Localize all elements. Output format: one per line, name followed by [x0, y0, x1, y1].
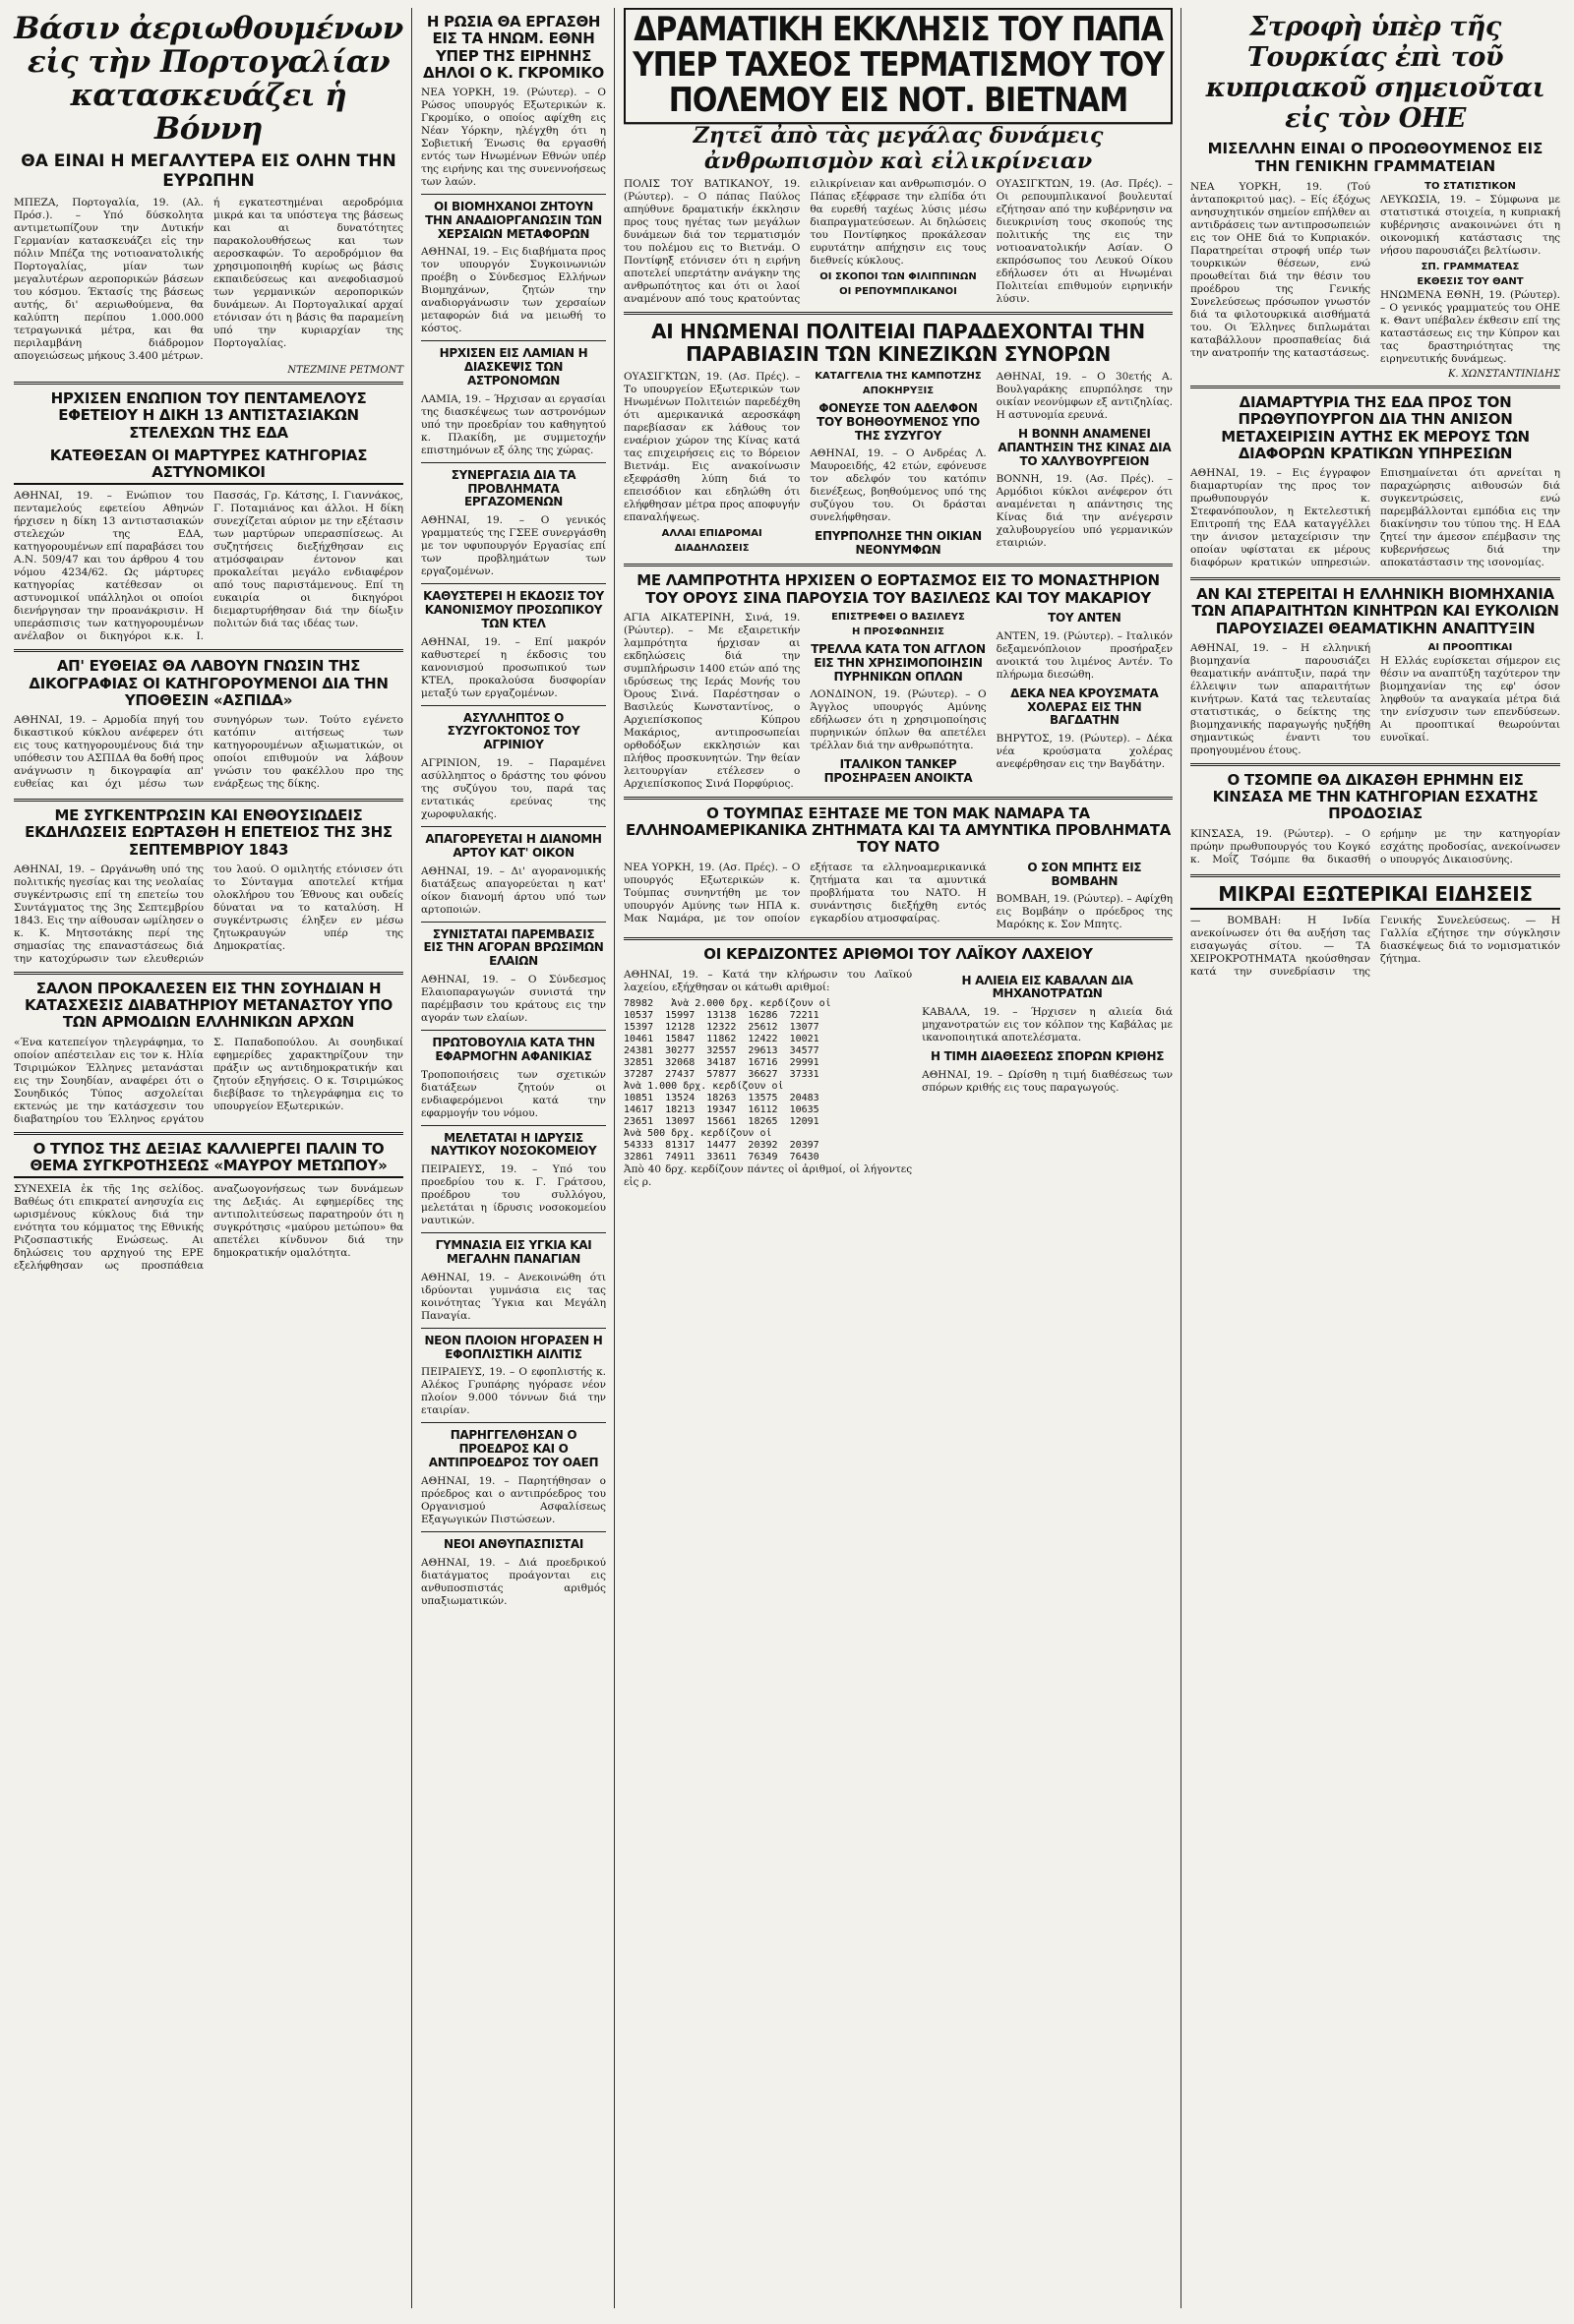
paragraph: ΑΘΗΝΑΙ, 19. – Ωρίσθη η τιμή διαθέσεως των σπόρων κριθής εις τους παραγωγούς.: [922, 1068, 1173, 1094]
paragraph: ΑΓΙΑ ΑΙΚΑΤΕΡΙΝΗ, Σινά, 19. (Ρώυτερ). – Με εξαιρετικήν λαμπρότητα ήρχισαν αι εκδηλώσεις διά την συμπλήρωσιν 1400 ετών από της ιδρύσεως της Ιεράς Μονής του Όρους Σινά. Παρέστησαν ο Βασιλεύς Κωνσταντίνος, ο Αρχιεπίσκοπος Κύπρου Μακάριος, αντιπροσωπείαι ορθοδόξων εκκλησιών και πλήθος προσκυνητών. Την θείαν λειτουργίαν ετέλεσεν ο Αρχιεπίσκοπος Σινά Πορφύριος.: [624, 611, 801, 790]
headline: Ο ΤΣΟΜΠΕ ΘΑ ΔΙΚΑΣΘΗ ΕΡΗΜΗΝ ΕΙΣ ΚΙΝΣΑΣΑ ΜΕ ΤΗΝ ΚΑΤΗΓΟΡΙΑΝ ΕΣΧΑΤΗΣ ΠΡΟΔΟΣΙΑΣ: [1212, 770, 1539, 823]
divider: [624, 797, 1173, 800]
divider: [421, 1328, 606, 1329]
lead-headline-portugal: Βάσιν ἀεριωθουμένων εἰς τὴν Πορτογαλίαν κατασκευάζει ἡ Βόννη: [14, 11, 403, 147]
paragraph: «Ένα κατεπείγον τηλεγράφημα, το οποίον απέστειλαν εις τον κ. Ηλία Τσιριμώκον Έλληνες μετανάσται εις την Σουηδίαν, αναφέρει ότι ο Σουηδικός Τύπος ασχολείται εκτενώς με την κατάσχεσιν του διαβατηρίου του Έλληνος εργάτου Σ. Παπαδοπούλου. Αι σουηδικαί εφημερίδες χαρακτηρίζουν την πράξιν ως αντιδημοκρατικήν και ζητούν εξηγήσεις. Ο κ. Τσιριμώκος διεβίβασε το τηλεγράφημα εις το υπουργείον Εξωτερικών.: [14, 1036, 403, 1125]
paragraph: ΚΙΝΣΑΣΑ, 19. (Ρώυτερ). – Ο πρώην πρωθυπουργός του Κογκό κ. Μοΐζ Τσόμπε θα δικασθή ερήμην με την κατηγορίαν εσχάτης προδοσίας, ανεκοίνωσεν ο υπουργός Δικαιοσύνης.: [1190, 827, 1560, 865]
column-3: [618, 8, 1179, 2308]
headline: ΜΙΚΡΑΙ ΕΞΩΤΕΡΙΚΑΙ ΕΙΔΗΣΕΙΣ: [1190, 883, 1560, 910]
headline: ΔΙΑΜΑΡΤΥΡΙΑ ΤΗΣ ΕΔΑ ΠΡΟΣ ΤΟΝ ΠΡΩΘΥΠΟΥΡΓΟΝ ΔΙΑ ΤΗΝ ΑΝΙΣΟΝ ΜΕΤΑΧΕΙΡΙΣΙΝ ΑΥΤΗΣ ΕΚ ΜΕΡΟΥΣ ΤΩΝ ΔΙΑΦΟΡΩΝ ΚΡΑΤΙΚΩΝ ΥΠΗΡΕΣΙΩΝ: [1221, 393, 1530, 462]
paragraph: ΗΝΩΜΕΝΑ ΕΘΝΗ, 19. (Ρώυτερ). – Ο γενικός γραμματεύς του ΟΗΕ κ. Θαντ υπέβαλεν έκθεσιν επί της καταστάσεως εις την Κύπρον και τας δραστηριότητας της ειρηνευτικής δυνάμεως.: [1380, 289, 1560, 365]
article-body: [624, 371, 1173, 558]
paragraph: ΑΘΗΝΑΙ, 19. – Διά προεδρικού διατάγματος προάγονται εις ανθυποσπιστάς αριθμός υπαξιωματικών.: [421, 1556, 606, 1607]
lottery-row: 10461 15847 11862 12422 10021: [624, 1033, 819, 1044]
paragraph: ΑΘΗΝΑΙ, 19. – Ο 30ετής Α. Βουλγαράκης επυρπόλησε την οικίαν νεονύμφων εξ αντιζηλίας. Η αστυνομία ερευνά.: [996, 371, 1173, 421]
kicker: Ζητεῖ ἀπὸ τὰς μεγάλας δυνάμεις ἀνθρωπισμὸν καὶ εἰλικρίνειαν: [693, 123, 1104, 174]
divider: [1190, 577, 1560, 580]
byline: ΝΤΕΖΜΙΝΕ ΡΕΤΜΟΝΤ: [287, 365, 403, 376]
paragraph: ΑΘΗΝΑΙ, 19. – Επί μακρόν καθυστερεί η έκδοσις του κανονισμού προσωπικού των ΚΤΕΛ, προκαλούσα δυσφορίαν μεταξύ των εργαζομένων.: [421, 635, 606, 699]
subhead: ΚΑΤΑΓΓΕΛΙΑ ΤΗΣ ΚΑΜΠΟΤΖΗΣ: [815, 371, 982, 382]
lead-headline-cyprus: Στροφὴ ὑπὲρ τῆς Τουρκίας ἐπὶ τοῦ κυπριακοῦ σημειοῦται εἰς τὸν ΟΗΕ: [1205, 12, 1545, 134]
divider: [421, 340, 606, 341]
article-body: [14, 197, 403, 363]
headline: ΑΣΥΛΛΗΠΤΟΣ Ο ΣΥΖΥΓΟΚΤΟΝΟΣ ΤΟΥ ΑΓΡΙΝΙΟΥ: [447, 710, 580, 752]
divider: [421, 462, 606, 463]
column-rule: [411, 8, 412, 2308]
headline: ΔΕΚΑ ΝΕΑ ΚΡΟΥΣΜΑΤΑ ΧΟΛΕΡΑΣ ΕΙΣ ΤΗΝ ΒΑΓΔΑΤΗΝ: [1010, 685, 1159, 728]
headline: ΚΑΤΕΘΕΣΑΝ ΟΙ ΜΑΡΤΥΡΕΣ ΚΑΤΗΓΟΡΙΑΣ ΑΣΤΥΝΟΜΙΚΟΙ: [14, 447, 403, 486]
paragraph: Ἀπὸ 40 δρχ. κερδίζουν πάντες οἱ ἀριθμοί, οἱ λήγοντες εἰς ρ.: [624, 1162, 913, 1188]
headline: Η ΑΛΙΕΙΑ ΕΙΣ ΚΑΒΑΛΑΝ ΔΙΑ ΜΗΧΑΝΟΤΡΑΤΩΝ: [961, 973, 1133, 1001]
lottery-table: [624, 998, 912, 1163]
article-body: [1190, 642, 1560, 757]
headline: Ο ΤΥΠΟΣ ΤΗΣ ΔΕΞΙΑΣ ΚΑΛΛΙΕΡΓΕΙ ΠΑΛΙΝ ΤΟ ΘΕΜΑ ΣΥΓΚΡΟΤΗΣΕΩΣ «ΜΑΥΡΟΥ ΜΕΤΩΠΟΥ»: [14, 1141, 403, 1179]
divider: [1190, 763, 1560, 766]
headline: ΤΡΕΛΛΑ ΚΑΤΑ ΤΟΝ ΑΓΓΛΟΝ ΕΙΣ ΤΗΝ ΧΡΗΣΙΜΟΠΟΙΗΣΙΝ ΠΥΡΗΝΙΚΩΝ ΟΠΛΩΝ: [811, 641, 986, 684]
paragraph: ΣΥΝΕΧΕΙΑ ἐκ τῆς 1ης σελίδος. Βαθέως ότι επικρατεί ανησυχία εις ωρισμένους κύκλους διά την ενότητα του κόμματος της Εθνικής Ριζοσπαστικής Ενώσεως. Αι δηλώσεις του αρχηγού της ΕΡΕ εξελήφθησαν ως προσπάθεια αναζωογονήσεως των δυνάμεων της Δεξιάς. Αι εφημερίδες της αντιπολιτεύσεως παρατηρούν ότι η συγκρότησις «μαύρου μετώπου» θα απετέλει κίνδυνον διά την δημοκρατικήν ομαλότητα.: [14, 1183, 403, 1272]
paragraph: ΑΓΡΙΝΙΟΝ, 19. – Παραμένει ασύλληπτος ο δράστης του φόνου της συζύγου του, παρά τας εντατικάς ερεύνας της χωροφυλακής.: [421, 756, 606, 820]
subhead: ΕΠΙΣΤΡΕΦΕΙ Ο ΒΑΣΙΛΕΥΣ: [831, 611, 965, 623]
lottery-row: 10851 13524 18263 13575 20483: [624, 1092, 819, 1103]
subhead: ΤΟ ΣΤΑΤΙΣΤΙΚΟΝ: [1424, 181, 1516, 192]
paragraph: ΛΟΝΔΙΝΟΝ, 19. (Ρώυτερ). – Ο Άγγλος υπουργός Αμύνης εδήλωσεν ότι η χρησιμοποίησις πυρηνικών όπλων θα απετέλει τρέλλαν διά την ανθρωπότητα.: [810, 688, 987, 752]
headline: ΚΑΘΥΣΤΕΡΕΙ Η ΕΚΔΟΣΙΣ ΤΟΥ ΚΑΝΟΝΙΣΜΟΥ ΠΡΟΣΩΠΙΚΟΥ ΤΩΝ ΚΤΕΛ: [423, 589, 604, 630]
lottery-row: 14617 18213 19347 16112 10635: [624, 1103, 819, 1115]
divider: [14, 1132, 403, 1135]
paragraph: ΑΘΗΝΑΙ, 19. – Παρητήθησαν ο πρόεδρος και ο αντιπρόεδρος του Οργανισμού Ασφαλίσεως Εξαγωγικών Πιστώσεων.: [421, 1474, 606, 1525]
headline: ΣΥΝΕΡΓΑΣΙΑ ΔΙΑ ΤΑ ΠΡΟΒΛΗΜΑΤΑ ΕΡΓΑΖΟΜΕΝΩΝ: [451, 467, 576, 509]
divider: [421, 826, 606, 827]
lottery-row: 15397 12128 12322 25612 13077: [624, 1021, 819, 1033]
paragraph: ΑΘΗΝΑΙ, 19. – Ενώπιον του πενταμελούς εφετείου Αθηνών ήρχισεν η δίκη 13 αντιστασιακών στελεχών της ΕΔΑ, κατηγορουμένων επί παραβάσει του Α.Ν. 509/47 και του άρθρου 4 του νόμου 4234/62. Ως μάρτυρες κατηγορίας κατέθεσαν οι αστυνομικοί υπάλληλοι οι οποίοι διενήργησαν την προανάκρισιν. Η υπεράσπισις των κατηγορουμένων ανέλαβον οι δικηγόροι κ.κ. Ι. Πασσάς, Γρ. Κάτσης, Ι. Γιαννάκος, Γ. Ποταμιάνος και άλλοι. Η δίκη συνεχίζεται αύριον με την εξέτασιν των μαρτύρων υπερασπίσεως. Αι συζητήσεις διεξήχθησαν εις ατμόσφαιραν έντονον και προκαλείται μεγάλο ενδιαφέρον από τους παριστάμενους. Επί τη ευκαιρία οι δικηγόροι διεμαρτυρήθησαν διά την δίωξιν πολιτών διά τας ιδέας των.: [14, 490, 403, 643]
paragraph: ΟΥΑΣΙΓΚΤΩΝ, 19. (Ασ. Πρές). – Το υπουργείον Εξωτερικών των Ηνωμένων Πολιτειών παρεδέχθη ότι αμερικανικά αεροσκάφη παρεβίασαν εκ λάθους τον εναέριον χώρον της Κίνας κατά τας επιχειρήσεις εις το Βόρειον Βιετνάμ. Εις ανακοίνωσιν εξεφράσθη λύπη διά το επεισόδιον και εδηλώθη ότι ελήφθησαν μέτρα προς αποφυγήν επαναλήψεως.: [624, 371, 801, 523]
paragraph: ΑΝΤΕΝ, 19. (Ρώυτερ). – Ιταλικόν δεξαμενόπλοιον προσήραξεν ανοικτά του λιμένος Αντέν. Το πλήρωμα διεσώθη.: [996, 629, 1173, 681]
article-body: [624, 612, 1173, 791]
headline: ΦΟΝΕΥΣΕ ΤΟΝ ΑΔΕΛΦΟΝ ΤΟΥ ΒΟΗΘΟΥΜΕΝΟΣ ΥΠΟ ΤΗΣ ΣΥΖΥΓΟΥ: [817, 401, 980, 443]
headline: ΝΕΟΝ ΠΛΟΙΟΝ ΗΓΟΡΑΣΕΝ Η ΕΦΟΠΛΙΣΤΙΚΗ ΑΙΛΙΤΙΣ: [424, 1333, 603, 1361]
headline: Η ΤΙΜΗ ΔΙΑΘΕΣΕΩΣ ΣΠΟΡΩΝ ΚΡΙΘΗΣ: [931, 1049, 1165, 1064]
divider: [624, 564, 1173, 566]
article-body: [624, 178, 1173, 306]
divider: [1190, 874, 1560, 877]
byline: Κ. ΧΩΝΣΤΑΝΤΙΝΙΔΗΣ: [1447, 369, 1560, 380]
lottery-row: 37287 27437 57877 36627 37331: [624, 1068, 819, 1080]
divider: [624, 937, 1173, 940]
divider: [421, 1125, 606, 1126]
subhead: ΔΙΑΔΗΛΩΣΕΙΣ: [674, 543, 750, 554]
lottery-row: 32861 74911 33611 76349 76430: [624, 1151, 819, 1162]
divider: [421, 583, 606, 584]
paragraph: ή εγκατεστημέναι αεροδρόμια μικρά και τα υπόστεγα της βάσεως και αι δυνατότητες παρακολουθήσεως και των αεροσκαφών. Το αεροδρόμιον θα χρησιμοποιηθή κυρίως ως βάσις εκπαιδεύσεως και ανεφοδιασμού των γερμανικών αεροπορικών δυνάμεων. Αι Πορτογαλικαί αρχαί ετόνισαν ότι η βάσις θα παραμείνη υπό την κυριαρχίαν της Πορτογαλίας.: [213, 197, 403, 349]
paragraph: ΑΘΗΝΑΙ, 19. – Ο Ανδρέας Λ. Μαυροειδής, 42 ετών, εφόνευσε τον αδελφόν του κατόπιν διενέξεως, βοηθούμενος υπό της συζύγου του. Οι δράσται συνελήφθησαν.: [810, 447, 987, 524]
paragraph: ΒΟΜΒΑΗ, 19. (Ρώυτερ). – Αφίχθη εις Βομβάην ο πρόεδρος της Μαρόκης κ. Σον Μπητς.: [996, 893, 1173, 931]
headline: ΗΡΧΙΣΕΝ ΕΝΩΠΙΟΝ ΤΟΥ ΠΕΝΤΑΜΕΛΟΥΣ ΕΦΕΤΕΙΟΥ Η ΔΙΚΗ 13 ΑΝΤΙΣΤΑΣΙΑΚΩΝ ΣΤΕΛΕΧΩΝ ΤΗΣ ΕΔΑ: [50, 389, 367, 442]
paragraph: ΑΘΗΝΑΙ, 19. – Η ελληνική βιομηχανία παρουσιάζει θεαματικήν ανάπτυξιν, παρά την έλλειψιν των απαραιτήτων κινήτρων. Κατά τας τελευταίας στατιστικάς, ο δείκτης της βιομηχανικής παραγωγής ηυξήθη σημαντικώς έναντι του προηγουμένου έτους.: [1190, 641, 1370, 756]
headline: ΟΙ ΒΙΟΜΗΧΑΝΟΙ ΖΗΤΟΥΝ ΤΗΝ ΑΝΑΔΙΟΡΓΑΝΩΣΙΝ ΤΩΝ ΧΕΡΣΑΙΩΝ ΜΕΤΑΦΟΡΩΝ: [425, 200, 602, 241]
headline: Η ΒΟΝΝΗ ΑΝΑΜΕΝΕΙ ΑΠΑΝΤΗΣΙΝ ΤΗΣ ΚΙΝΑΣ ΔΙΑ ΤΟ ΧΑΛΥΒΟΥΡΓΕΙΟΝ: [998, 427, 1172, 468]
paragraph: ΟΥΑΣΙΓΚΤΩΝ, 19. (Ασ. Πρές). – Οι ρεπουμπλικανοί βουλευταί εζήτησαν από την κυβέρνησιν να διευκρινίση τους σκοπούς της πολιτικής της εις την νοτιοανατολικήν Ασίαν. Ο εκπρόσωπος του Λευκού Οίκου εδήλωσεν ότι αι Ηνωμέναι Πολιτείαι επιθυμούν ειρηνικήν λύσιν.: [996, 178, 1173, 305]
subhead: ΟΙ ΡΕΠΟΥΜΠΛΙΚΑΝΟΙ: [839, 286, 957, 297]
lottery-row: Ἀνὰ 500 δρχ. κερδίζουν οἱ: [624, 1127, 772, 1139]
paragraph: ΝΕΑ ΥΟΡΚΗ, 19. (Ρώυτερ). – Ο Ρώσος υπουργός Εξωτερικών κ. Γκρομίκο, ο οποίος αφίχθη εις Νέαν Υόρκην, ηλέγχθη ότι η Σοβιετική Ένωσις θα εργασθή εντός των Ηνωμένων Εθνών υπέρ της ειρήνης και της συνεννοήσεως των λαών.: [421, 87, 606, 188]
divider: [14, 649, 403, 652]
paragraph: ΑΘΗΝΑΙ, 19. – Εις έγγραφον διαμαρτυρίαν της προς τον πρωθυπουργόν κ. Στεφανόπουλον, η Εκτελεστική Επιτροπή της ΕΔΑ καταγγέλλει την άνισον μεταχείρισιν την οποίαν υφίσταται εκ μέρους διαφόρων κρατικών υπηρεσιών. Επισημαίνεται ότι αρνείται η παραχώρησις αιθουσών διά συγκεντρώσεις, ενώ παρεμβάλλονται εμπόδια εις την διακίνησιν του τύπου της. Η ΕΔΑ ζητεί την άμεσον επέμβασιν της κυβερνήσεως διά την αποκατάστασιν της ισονομίας.: [1190, 467, 1560, 568]
lottery-row: 32851 32068 34187 16716 29991: [624, 1056, 819, 1068]
divider: [421, 1232, 606, 1233]
headline: ΠΑΡΗΓΓΕΛΘΗΣΑΝ Ο ΠΡΟΕΔΡΟΣ ΚΑΙ Ο ΑΝΤΙΠΡΟΕΔΡΟΣ ΤΟΥ ΟΑΕΠ: [428, 1428, 599, 1469]
headline: ΝΕΟΙ ΑΝΘΥΠΑΣΠΙΣΤΑΙ: [443, 1536, 584, 1551]
paragraph: ΑΘΗΝΑΙ, 19. – Αρμοδία πηγή του δικαστικού κύκλου ανέφερεν ότι εις τους κατηγορουμένους διά την υπόθεσιν του ΑΣΠΙΔΑ θα δοθή προς ανάγνωσιν η δικογραφία απ' ευθείας και όχι μέσω των συνηγόρων των. Τούτο εγένετο κατόπιν αιτήσεως των κατηγορουμένων αξιωματικών, οι οποίοι επιθυμούν να λάβουν γνώσιν του φακέλλου προ της ενάρξεως της δίκης.: [14, 714, 403, 790]
paragraph: ΠΕΙΡΑΙΕΥΣ, 19. – Υπό του προεδρίου του κ. Γ. Γράτσου, προέδρου του συλλόγου, μελετάται η ίδρυσις νοσοκομείου ναυτικών.: [421, 1163, 606, 1227]
paragraph: ΝΕΑ ΥΟΡΚΗ, 19. (Τού ἀνταποκριτού μας). – Είς έξόχως ανησυχητικόν σημείον επήλθεν αι αντιδράσεις των αντιπροσωπειών εις τον ΟΗΕ διά το Κυπριακόν. Παρατηρείται στροφή υπέρ των τουρκικών θέσεων, ενώ προωθείται διά την θέσιν του προέδρου της Γενικής Συνελεύσεως πρόσωπον γνωστόν διά τα φιλοτουρκικά αισθήματά του. Οι Έλληνες διπλωμάται καταβάλλουν προσπαθείας διά την ανατροπήν της καταστάσεως.: [1190, 181, 1370, 359]
headline: ΑΠΑΓΟΡΕΥΕΤΑΙ Η ΔΙΑΝΟΜΗ ΑΡΤΟΥ ΚΑΤ' ΟΙΚΟΝ: [425, 831, 602, 860]
divider: [421, 1030, 606, 1031]
subhead: ΣΠ. ΓΡΑΜΜΑΤΕΑΣ: [1421, 262, 1520, 272]
column-2: [415, 8, 612, 2308]
headline: Ο ΤΟΥΜΠΑΣ ΕΞΗΤΑΣΕ ΜΕ ΤΟΝ ΜΑΚ ΝΑΜΑΡΑ ΤΑ ΕΛΛΗΝΟΑΜΕΡΙΚΑΝΙΚΑ ΖΗΤΗΜΑΤΑ ΚΑΙ ΤΑ ΑΜΥΝΤΙΚΑ ΠΡΟΒΛΗΜΑΤΑ ΤΟΥ ΝΑΤΟ: [625, 804, 1171, 857]
paragraph: ΑΘΗΝΑΙ, 19. – Κατά την κλήρωσιν του Λαϊκού λαχείου, εξήχθησαν οι κάτωθι αριθμοί:: [624, 968, 913, 993]
headline: ΗΡΧΙΣΕΝ ΕΙΣ ΛΑΜΙΑΝ Η ΔΙΑΣΚΕΨΙΣ ΤΩΝ ΑΣΤΡΟΝΟΜΩΝ: [439, 346, 588, 387]
paragraph: ΠΟΛΙΣ ΤΟΥ ΒΑΤΙΚΑΝΟΥ, 19. (Ρώυτερ). – Ο πάπας Παύλος απηύθυνε δραματικήν έκκλησιν προς τους ηγέτας των μεγάλων δυνάμεων διά τον τερματισμόν του πολέμου εις το Βιετνάμ. Ο Ποντίφηξ ετόνισεν ότι η ειρήνη αποτελεί υπερτάτην ανάγκην της ανθρωπότητος και ότι οι λαοί αναμένουν από τους κρατούντας ειλικρίνειαν και ανθρωπισμόν. Ο Πάπας εξέφρασε την ελπίδα ότι θα ευρεθή ταχέως λύσις μέσω διαπραγματεύσεων. Αι δηλώσεις του Ποντίφηκος προκάλεσαν ευρυτάτην απήχησιν εις τους διεθνείς κύκλους.: [624, 178, 987, 305]
divider: [421, 705, 606, 706]
lottery-row: 54333 81317 14477 20392 20397: [624, 1139, 819, 1151]
paragraph: ΑΘΗΝΑΙ, 19. – Δι' αγορανομικής διατάξεως απαγορεύεται η κατ' οίκον διανομή άρτου υπό των αρτοποιών.: [421, 864, 606, 916]
subhead: ΕΚΘΕΣΙΣ ΤΟΥ ΘΑΝΤ: [1417, 276, 1524, 287]
paragraph: ΝΕΑ ΥΟΡΚΗ, 19. (Ασ. Πρές). – Ο υπουργός Εξωτερικών κ. Τούμπας συνηντήθη με τον υπουργόν Αμύνης των ΗΠΑ κ. Μακ Ναμάρα, με τον οποίον εξήτασε τα ελληνοαμερικανικά ζητήματα και τα αμυντικά προβλήματα του ΝΑΤΟ. Η συνάντησις διεξήχθη εντός εγκαρδίου ατμοσφαίρας.: [624, 861, 987, 924]
paragraph: ΛΑΜΙΑ, 19. – Ήρχισαν αι εργασίαι της διασκέψεως των αστρονόμων υπό την προεδρίαν του καθηγητού κ. Πλακίδη, με συμμετοχήν επιστημόνων εξ όλης της χώρας.: [421, 392, 606, 456]
headline: ΜΕΛΕΤΑΤΑΙ Η ΙΔΡΥΣΙΣ ΝΑΥΤΙΚΟΥ ΝΟΣΟΚΟΜΕΙΟΥ: [430, 1130, 597, 1159]
headline: ΟΙ ΚΕΡΔΙΖΟΝΤΕΣ ΑΡΙΘΜΟΙ ΤΟΥ ΛΑΪΚΟΥ ΛΑΧΕΙΟΥ: [703, 945, 1093, 964]
lottery-row: Ἀνὰ 1.000 δρχ. κερδίζουν οἱ: [624, 1080, 784, 1092]
paragraph: Τροποποιήσεις των σχετικών διατάξεων ζητούν οι ενδιαφερόμενοι κατά την εφαρμογήν του νόμου.: [421, 1068, 606, 1119]
headline: ΑΝ ΚΑΙ ΣΤΕΡΕΙΤΑΙ Η ΕΛΛΗΝΙΚΗ ΒΙΟΜΗΧΑΝΙΑ ΤΩΝ ΑΠΑΡΑΙΤΗΤΩΝ ΚΙΝΗΤΡΩΝ ΚΑΙ ΕΥΚΟΛΙΩΝ ΠΑΡΟΥΣΙΑΖΕΙ ΘΕΑΜΑΤΙΚΗΝ ΑΝΑΠΤΥΞΙΝ: [1191, 585, 1559, 637]
paragraph: ΑΘΗΝΑΙ, 19. – Εις διαβήματα προς τον υπουργόν Συγκοινωνιών προέβη ο Σύνδεσμος Ελλήνων Βιομηχάνων, ζητών την αναδιοργάνωσιν των χερσαίων μεταφορών διά να μειωθή το κόστος.: [421, 246, 606, 335]
paragraph: ΑΘΗΝΑΙ, 19. – Ο Σύνδεσμος Ελαιοπαραγωγών συνιστά την παρέμβασιν του κράτους εις την αγοράν των ελαίων.: [421, 973, 606, 1024]
column-1: [8, 8, 409, 2308]
headline: Η ΡΩΣΙΑ ΘΑ ΕΡΓΑΣΘΗ ΕΙΣ ΤΑ ΗΝΩΜ. ΕΘΝΗ ΥΠΕΡ ΤΗΣ ΕΙΡΗΝΗΣ ΔΗΛΟΙ Ο Κ. ΓΚΡΟΜΙΚΟ: [423, 13, 604, 82]
lottery-row: 23651 13097 15661 18265 12091: [624, 1115, 819, 1127]
article-body: [1190, 181, 1560, 367]
paragraph: ΑΘΗΝΑΙ, 19. – Ανεκοινώθη ότι ιδρύονται γυμνάσια εις τας κοινότητας Ύγκια και Μεγάλη Παναγία.: [421, 1271, 606, 1322]
lottery-row: 24381 30277 32557 29613 34577: [624, 1044, 819, 1056]
paragraph: ΑΘΗΝΑΙ, 19. – Ωργάνωθη υπό της πολιτικής ηγεσίας και της νεολαίας συγκέντρωσις επί τη επετείω του Συντάγματος της 3ης Σεπτεμβρίου 1843. Εις την αίθουσαν ωμίλησεν ο κ. Κ. Μητσοτάκης περί της σημασίας της επαναστάσεως διά την κατοχύρωσιν των ελευθεριών του λαού. Ο ομιλητής ετόνισεν ότι το Σύνταγμα αποτελεί κτήμα ολοκλήρου του Έθνους και ουδείς δύναται να το καταλύση. Η συγκέντρωσις έληξεν εν μέσω ζητωκραυγών υπέρ της Δημοκρατίας.: [14, 863, 403, 965]
subheadline: ΜΙΣΕΛΛΗΝ ΕΙΝΑΙ Ο ΠΡΟΩΘΟΥΜΕΝΟΣ ΕΙΣ ΤΗΝ ΓΕΝΙΚΗΝ ΓΡΑΜΜΑΤΕΙΑΝ: [1207, 140, 1544, 175]
divider: [421, 1531, 606, 1532]
paragraph: ΒΗΡΥΤΟΣ, 19. (Ρώυτερ). – Δέκα νέα κρούσματα χολέρας ανεφέρθησαν εις την Βαγδάτην.: [996, 733, 1173, 771]
headline: ΕΠΥΡΠΟΛΗΣΕ ΤΗΝ ΟΙΚΙΑΝ ΝΕΟΝΥΜΦΩΝ: [815, 529, 982, 558]
headline: ΣΑΛΟΝ ΠΡΟΚΑΛΕΣΕΝ ΕΙΣ ΤΗΝ ΣΟΥΗΔΙΑΝ Η ΚΑΤΑΣΧΕΣΙΣ ΔΙΑΒΑΤΗΡΙΟΥ ΜΕΤΑΝΑΣΤΟΥ ΥΠΟ ΤΩΝ ΑΡΜΟΔΙΩΝ ΕΛΛΗΝΙΚΩΝ ΑΡΧΩΝ: [24, 979, 394, 1032]
paragraph: ΛΕΥΚΩΣΙΑ, 19. – Σύμφωνα με στατιστικά στοιχεία, η κυπριακή κυβέρνησις ανακοινώνει ότι η οικονομική κατάστασις της νήσου παρουσιάζει βελτίωσιν.: [1380, 194, 1560, 257]
headline: ΜΕ ΣΥΓΚΕΝΤΡΩΣΙΝ ΚΑΙ ΕΝΘΟΥΣΙΩΔΕΙΣ ΕΚΔΗΛΩΣΕΙΣ ΕΩΡΤΑΣΘΗ Η ΕΠΕΤΕΙΟΣ ΤΗΣ 3ΗΣ ΣΕΠΤΕΜΒΡΙΟΥ 1843: [25, 806, 393, 859]
headline: ΓΥΜΝΑΣΙΑ ΕΙΣ ΥΓΚΙΑ ΚΑΙ ΜΕΓΑΛΗΝ ΠΑΝΑΓΙΑΝ: [435, 1238, 592, 1266]
lottery-row: 10537 15997 13138 16286 72211: [624, 1009, 819, 1021]
subhead: Η ΠΡΟΣΦΩΝΗΣΙΣ: [851, 626, 944, 637]
divider: [421, 922, 606, 923]
lottery-row: 78982 Ἀνὰ 2.000 δρχ. κερδίζουν οἱ: [624, 997, 831, 1009]
headline: Ο ΣΟΝ ΜΠΗΤΣ ΕΙΣ ΒΟΜΒΑΗΝ: [1027, 860, 1142, 888]
paragraph: ΒΟΝΝΗ, 19. (Ασ. Πρές). – Αρμόδιοι κύκλοι ανέφερον ότι αναμένεται η απάντησις της Κίνας διά την ανέγερσιν χαλυβουργείου υπό γερμανικών εταιριών.: [996, 473, 1173, 550]
paragraph: ΚΑΒΑΛΑ, 19. – Ήρχισεν η αλιεία διά μηχανοτρατών εις τον κόλπον της Καβάλας με ικανοποιητικά αποτελέσματα.: [922, 1006, 1173, 1044]
headline: ΠΡΩΤΟΒΟΥΛΙΑ ΚΑΤΑ ΤΗΝ ΕΦΑΡΜΟΓΗΝ ΑΦΑΝΙΚΙΑΣ: [432, 1035, 595, 1063]
divider: [14, 799, 403, 802]
paragraph: Η Ελλάς ευρίσκεται σήμερον εις θέσιν να αναπτύξη ταχύτερον την βιομηχανίαν της εφ' όσον ληφθούν τα αναγκαία μέτρα διά την ενίσχυσιν των επενδύσεων. Αι προοπτικαί θεωρούνται ευνοϊκαί.: [1380, 654, 1560, 744]
divider: [14, 972, 403, 975]
lottery-section: [624, 969, 1173, 1193]
headline: ΙΤΑΛΙΚΟΝ ΤΑΝΚΕΡ ΠΡΟΣΗΡΑΞΕΝ ΑΝΟΙΚΤΑ ΤΟΥ ΑΝΤΕΝ: [823, 610, 1121, 786]
headline: ΑΠ' ΕΥΘΕΙΑΣ ΘΑ ΛΑΒΟΥΝ ΓΝΩΣΙΝ ΤΗΣ ΔΙΚΟΓΡΑΦΙΑΣ ΟΙ ΚΑΤΗΓΟΡΟΥΜΕΝΟΙ ΔΙΑ ΤΗΝ ΥΠΟΘΕΣΙΝ «ΑΣΠΙΔΑ»: [29, 657, 389, 709]
subhead: ΑΛΛΑΙ ΕΠΙΔΡΟΜΑΙ: [661, 528, 762, 539]
divider: [421, 1422, 606, 1423]
article-body: [624, 862, 1173, 932]
headline: ΜΕ ΛΑΜΠΡΟΤΗΤΑ ΗΡΧΙΣΕΝ Ο ΕΟΡΤΑΣΜΟΣ ΕΙΣ ΤΟ ΜΟΝΑΣΤΗΡΙΟΝ ΤΟΥ ΟΡΟΥΣ ΣΙΝΑ ΠΑΡΟΥΣΙΑ ΤΟΥ ΒΑΣΙΛΕΩΣ ΚΑΙ ΤΟΥ ΜΑΚΑΡΙΟΥ: [636, 571, 1160, 607]
subhead: ΟΙ ΣΚΟΠΟΙ ΤΩΝ ΦΙΛΙΠΠΙΝΩΝ: [819, 271, 977, 282]
lottery-results: [624, 969, 912, 1193]
paragraph: ΑΘΗΝΑΙ, 19. – Ο γενικός γραμματεύς της ΓΣΕΕ συνεργάσθη με τον υφυπουργόν Εργασίας επί των προβλημάτων των εργαζομένων.: [421, 514, 606, 578]
lead-headline-pope: ΔΡΑΜΑΤΙΚΗ ΕΚΚΛΗΣΙΣ ΤΟΥ ΠΑΠΑ ΥΠΕΡ ΤΑΧΕΟΣ ΤΕΡΜΑΤΙΣΜΟΥ ΤΟΥ ΠΟΛΕΜΟΥ ΕΙΣ ΝΟΤ. ΒΙΕΤΝΑΜ: [624, 8, 1173, 124]
paragraph: ΜΠΕΖΑ, Πορτογαλία, 19. (Αλ. Πρόσ.). – Υπό δύσκολητα αντιμετωπίζουν την Δυτικήν Γερμανίαν κατασκευάζει εἰς την πόλιν Μπέζα της νοτιοανατολικής Πορτογαλίας, μίαν των μεγαλυτέρων αεροπορικών βάσεων του κόσμου. Έκτασίς της βάσεως αυτής, δι' αεριωθούμενα, θα καλύπτη περίπου 1.000.000 τετραγωνικά μέτρα, και θα περιλαμβάνη διάδρομον απογειώσεως μήκους 3.400 μέτρων.: [14, 197, 204, 362]
column-4: [1184, 8, 1566, 2308]
column-rule: [1180, 8, 1181, 2308]
subheadline: ΘΑ ΕΙΝΑΙ Η ΜΕΓΑΛΥΤΕΡΑ ΕΙΣ ΟΛΗΝ ΤΗΝ ΕΥΡΩΠΗΝ: [21, 151, 396, 191]
divider: [1190, 386, 1560, 388]
paragraph: ΠΕΙΡΑΙΕΥΣ, 19. – Ο εφοπλιστής κ. Αλέκος Γρυπάρης ηγόρασε νέον πλοίον 9.000 τόννων διά την εταιρίαν.: [421, 1366, 606, 1417]
divider: [421, 194, 606, 195]
subhead: ΑΠΟΚΗΡΥΞΙΣ: [862, 386, 935, 396]
divider: [624, 312, 1173, 315]
headline: ΣΥΝΙΣΤΑΤΑΙ ΠΑΡΕΜΒΑΣΙΣ ΕΙΣ ΤΗΝ ΑΓΟΡΑΝ ΒΡΩΣΙΜΩΝ ΕΛΑΙΩΝ: [423, 926, 604, 969]
newspaper-page: [8, 8, 1566, 2308]
side-briefs: [922, 969, 1173, 1193]
subhead: ΑΙ ΠΡΟΟΠΤΙΚΑΙ: [1427, 641, 1513, 653]
divider: [14, 382, 403, 385]
column-rule: [614, 8, 615, 2308]
headline: ΑΙ ΗΝΩΜΕΝΑΙ ΠΟΛΙΤΕΙΑΙ ΠΑΡΑΔΕΧΟΝΤΑΙ ΤΗΝ ΠΑΡΑΒΙΑΣΙΝ ΤΩΝ ΚΙΝΕΖΙΚΩΝ ΣΥΝΟΡΩΝ: [651, 320, 1145, 366]
paragraph: — ΒΟΜΒΑΗ: Η Ινδία ανεκοίνωσεν ότι θα αυξήση τας εισαγωγάς σίτου. — ΤΑ ΧΕΙΡΟΚΡΟΤΗΜΑΤΑ ηκούσθησαν κατά την συνεδρίασιν της Γενικής Συνελεύσεως. — Η Γαλλία εζήτησε την σύγκλησιν διασκέψεως διά το νομισματικόν ζήτημα.: [1190, 914, 1560, 978]
